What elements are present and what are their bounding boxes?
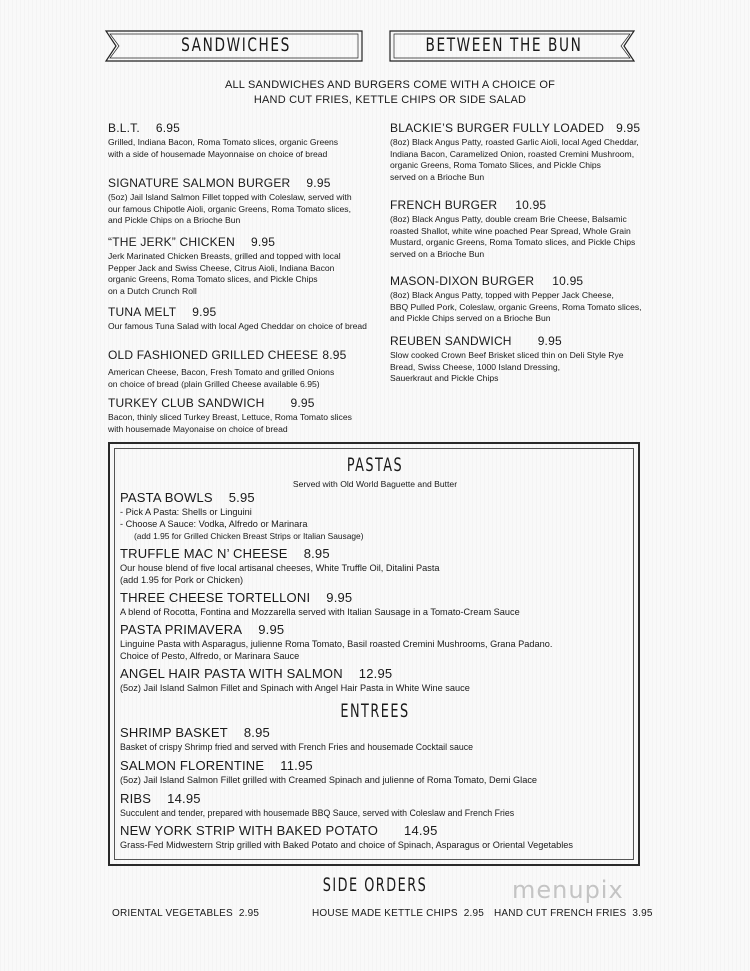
item-price: 9.95 <box>537 334 562 348</box>
menu-item-jerk-chicken: “THE JERK” CHICKEN 9.95 Jerk Marinated Chicken Breasts, grilled and topped with local Pepper Jack and Swiss Cheese, Citrus Aioli, Indiana Bacon organic Greens, Roma Tomato slices, and Pickle Chips on a Dutch Crunch Roll <box>108 235 341 296</box>
side-orders-title: SIDE ORDERS <box>322 874 428 896</box>
item-name: BLACKIE’S BURGER FULLY LOADED <box>390 121 605 135</box>
item-price: 8.95 <box>322 348 347 362</box>
item-price: 9.95 <box>616 121 641 135</box>
item-price: 8.95 <box>243 725 270 740</box>
item-price: 10.95 <box>515 198 547 212</box>
item-price: 14.95 <box>404 823 438 838</box>
item-name: SHRIMP BASKET <box>120 725 228 740</box>
item-name: PASTA BOWLS <box>120 490 213 505</box>
item-name: OLD FASHIONED GRILLED CHEESE <box>108 348 319 362</box>
menu-item-ribs: RIBS 14.95 Succulent and tender, prepared with housemade BBQ Sauce, served with Coleslaw and French Fries <box>120 791 515 818</box>
menu-item-pasta-primavera: PASTA PRIMAVERA 9.95 Linguine Pasta with Asparagus, julienne Roma Tomato, Basil roasted Cremini Mushrooms, Grana Padano. Choice of Pesto, Alfredo, or Marinara Sauce <box>120 622 553 661</box>
item-name: TRUFFLE MAC N’ CHEESE <box>120 546 288 561</box>
side-item-kettle-chips: HOUSE MADE KETTLE CHIPS 2.95 <box>312 908 484 919</box>
pastas-title: PASTAS <box>346 454 404 476</box>
item-price: 9.95 <box>258 622 285 637</box>
menu-item-angel-hair: ANGEL HAIR PASTA WITH SALMON 12.95 (5oz) Jail Island Salmon Fillet and Spinach with Angel Hair Pasta in White Wine sauce <box>120 666 470 693</box>
menu-item-tuna-melt: TUNA MELT 9.95 Our famous Tuna Salad with local Aged Cheddar on choice of bread <box>108 305 367 331</box>
item-name: TUNA MELT <box>108 305 177 319</box>
menu-item-turkey-club: TURKEY CLUB SANDWICH 9.95 Bacon, thinly sliced Turkey Breast, Lettuce, Roma Tomato slices with housemade Mayonaise on choice of bread <box>108 396 352 434</box>
pastas-subtitle: Served with Old World Baguette and Butter <box>292 479 458 489</box>
menu-item-mason-dixon-burger: MASON-DIXON BURGER 10.95 (8oz) Black Angus Patty, topped with Pepper Jack Cheese, BBQ Pulled Pork, Coleslaw, organic Greens, Roma Tomato slices, and Pickle Chips served on a Brioche Bun <box>390 274 642 323</box>
sandwiches-title: SANDWICHES <box>181 34 291 56</box>
item-price: 9.95 <box>306 176 331 190</box>
menu-item-french-burger: FRENCH BURGER 10.95 (8oz) Black Angus Patty, double cream Brie Cheese, Balsamic roasted Shallot, white wine poached Pear Spread, Whole Grain Mustard, organic Greens, Roma Tomato slices, and Pickle Chips served on a Brioche Bun <box>390 198 636 259</box>
menu-item-shrimp-basket: SHRIMP BASKET 8.95 Basket of crispy Shrimp fried and served with French Fries and housemade Cocktail sauce <box>120 725 474 752</box>
item-price: 12.95 <box>358 666 393 681</box>
item-name: “THE JERK” CHICKEN <box>108 235 235 249</box>
menu-item-salmon-florentine: SALMON FLORENTINE 11.95 (5oz) Jail Island Salmon Fillet grilled with Creamed Spinach and julienne of Roma Tomato, Demi Glace <box>120 758 538 785</box>
item-name: RIBS <box>120 791 152 806</box>
menu-item-pasta-bowls: PASTA BOWLS 5.95 - Pick A Pasta: Shells or Linguini - Choose A Sauce: Vodka, Alfredo or Marinara (add 1.95 for Grilled Chicken Breast Strips or Italian Sausage) <box>120 490 364 541</box>
item-name: ANGEL HAIR PASTA WITH SALMON <box>120 666 343 681</box>
menupix-watermark: menupix <box>512 876 624 904</box>
side-item-oriental-vegetables: ORIENTAL VEGETABLES 2.95 <box>112 908 260 919</box>
item-name: THREE CHEESE TORTELLONI <box>120 590 311 605</box>
item-name: B.L.T. <box>108 121 140 135</box>
entrees-title: ENTREES <box>340 700 410 722</box>
between-the-bun-title: BETWEEN THE BUN <box>425 34 583 56</box>
item-name: NEW YORK STRIP WITH BAKED POTATO <box>120 823 379 838</box>
menu-item-blt: B.L.T. 6.95 Grilled, Indiana Bacon, Roma Tomato slices, organic Greens with a side of housemade Mayonnaise on choice of bread <box>108 121 339 159</box>
item-price: 9.95 <box>250 235 276 249</box>
item-price: 9.95 <box>290 396 315 410</box>
item-name: SALMON FLORENTINE <box>120 758 265 773</box>
notice-line: HAND CUT FRIES, KETTLE CHIPS OR SIDE SALAD <box>253 94 527 106</box>
menu-item-grilled-cheese: OLD FASHIONED GRILLED CHEESE 8.95 American Cheese, Bacon, Fresh Tomato and grilled Onions on choice of bread (plain Grilled Cheese available 6.95) <box>108 348 347 389</box>
item-name: PASTA PRIMAVERA <box>120 622 243 637</box>
item-name: TURKEY CLUB SANDWICH <box>108 396 265 410</box>
menu-item-truffle-mac: TRUFFLE MAC N’ CHEESE 8.95 Our house blend of five local artisanal cheeses, White Truffle Oil, Ditalini Pasta (add 1.95 for Pork or Chicken) <box>120 546 440 585</box>
item-name: SIGNATURE SALMON BURGER <box>108 176 291 190</box>
item-price: 10.95 <box>552 274 584 288</box>
item-price: 8.95 <box>303 546 330 561</box>
notice-line: ALL SANDWICHES AND BURGERS COME WITH A CHOICE OF <box>224 79 556 91</box>
item-price: 11.95 <box>280 758 313 773</box>
item-price: 14.95 <box>167 791 201 806</box>
item-price: 5.95 <box>228 490 255 505</box>
menu-item-tortelloni: THREE CHEESE TORTELLONI 9.95 A blend of Rocotta, Fontina and Mozzarella served with Italian Sausage in a Tomato-Cream Sauce <box>120 590 520 617</box>
menu-item-salmon-burger: SIGNATURE SALMON BURGER 9.95 (5oz) Jail Island Salmon Fillet topped with Coleslaw, served with our famous Chipotle Aioli, organic Greens, Roma Tomato slices, and Pickle Chips on a Brioche Bun <box>108 176 352 225</box>
item-name: FRENCH BURGER <box>390 198 498 212</box>
sides-notice <box>200 78 580 108</box>
item-name: REUBEN SANDWICH <box>390 334 512 348</box>
item-name: MASON-DIXON BURGER <box>390 274 535 288</box>
menu-item-blackies-burger: BLACKIE’S BURGER FULLY LOADED 9.95 (8oz) Black Angus Patty, roasted Garlic Aioli, local Aged Cheddar, Indiana Bacon, Caramelized Onion, roasted Cremini Mushroom, organic Greens, Roma Tomato Slices, and Pickle Chips served on a Brioche Bun <box>390 121 641 182</box>
side-item-french-fries: HAND CUT FRENCH FRIES 3.95 <box>494 908 653 919</box>
item-price: 9.95 <box>192 305 217 319</box>
menu-item-ny-strip: NEW YORK STRIP WITH BAKED POTATO 14.95 Grass-Fed Midwestern Strip grilled with Baked Potato and choice of Spinach, Asparagus or Oriental Vegetables <box>120 823 573 850</box>
item-price: 6.95 <box>155 121 181 135</box>
menu-item-reuben-sandwich: REUBEN SANDWICH 9.95 Slow cooked Crown Beef Brisket sliced thin on Deli Style Rye Bread, Swiss Cheese, 1000 Island Dressing, Sauerkraut and Pickle Chips <box>390 334 624 383</box>
item-price: 9.95 <box>326 590 353 605</box>
